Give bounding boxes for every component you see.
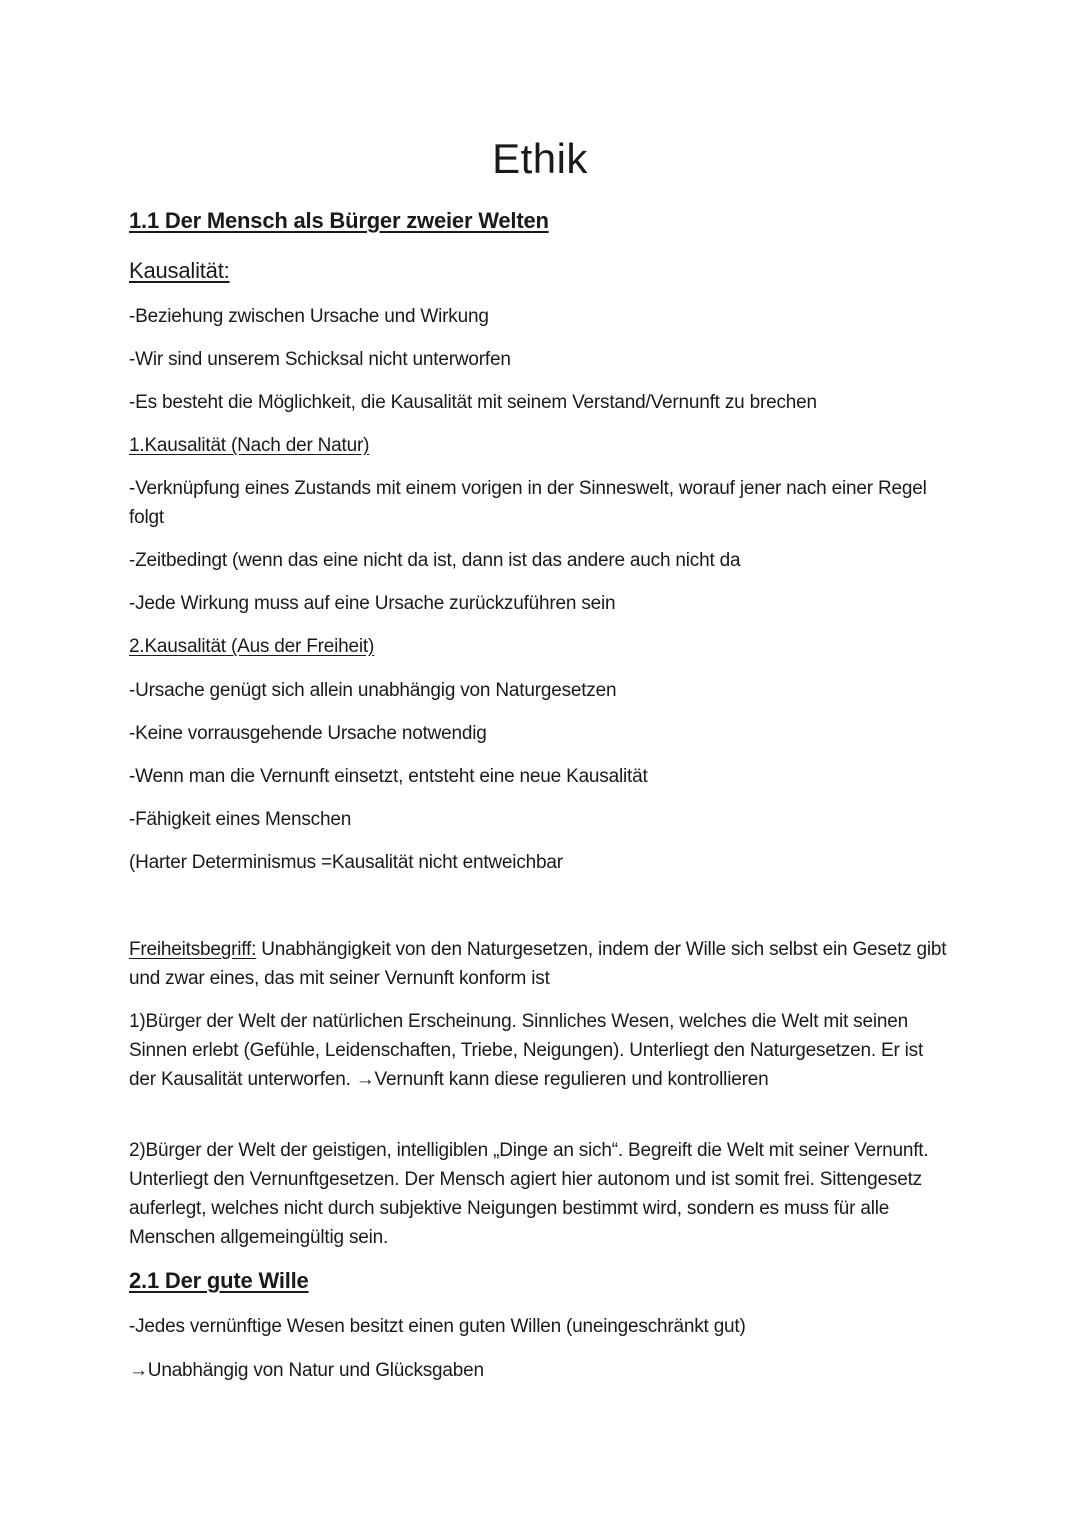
freiheitsbegriff-label: Freiheitsbegriff:: [129, 939, 257, 960]
list-item: -Jedes vernünftige Wesen besitzt einen guten Willen (uneingeschränkt gut): [129, 1316, 746, 1337]
list-item: -Keine vorrausgehende Ursache notwendig: [129, 723, 487, 744]
list-item: -Wir sind unserem Schicksal nicht unterworfen: [129, 349, 511, 370]
kausalitaet-natur-heading: 1.Kausalität (Nach der Natur): [129, 435, 370, 456]
freiheitsbegriff-text: Unabhängigkeit von den Naturgesetzen, indem der Wille sich selbst ein Gesetz gibt und zwar eines, das mit seiner Vernunft konform ist: [129, 939, 947, 989]
section-heading-2-1: 2.1 Der gute Wille: [129, 1268, 309, 1293]
freiheitsbegriff-paragraph: [129, 935, 949, 993]
list-item: -Wenn man die Vernunft einsetzt, entsteht eine neue Kausalität: [129, 766, 648, 787]
world-2-paragraph: 2)Bürger der Welt der geistigen, intelligiblen „Dinge an sich“. Begreift die Welt mit seiner Vernunft. Unterliegt den Vernunftgesetzen. Der Mensch agiert hier autonom und ist somit frei. Sittengesetz auferlegt, welches nicht durch subjektive Neigungen bestimmt wird, sondern es muss für alle Menschen allgemeingültig sein.: [129, 1140, 929, 1248]
world-1-paragraph: 1)Bürger der Welt der natürlichen Erscheinung. Sinnliches Wesen, welches die Welt mit seinen Sinnen erlebt (Gefühle, Leidenschaften, Triebe, Neigungen). Unterliegt den Naturgesetzen. Er ist der Kausalität unterworfen. →Vernunft kann diese regulieren und kontrollieren: [129, 1011, 924, 1090]
list-item: -Ursache genügt sich allein unabhängig von Naturgesetzen: [129, 680, 617, 701]
list-item: -Verknüpfung eines Zustands mit einem vorigen in der Sinneswelt, worauf jener nach einer Regel folgt: [129, 478, 927, 528]
kausalitaet-freiheit-heading: 2.Kausalität (Aus der Freiheit): [129, 636, 375, 657]
list-item: -Jede Wirkung muss auf eine Ursache zurückzuführen sein: [129, 593, 616, 614]
document-title: Ethik: [492, 135, 588, 182]
kausalitaet-heading: Kausalität:: [129, 258, 230, 283]
list-item: -Es besteht die Möglichkeit, die Kausalität mit seinem Verstand/Vernunft zu brechen: [129, 392, 817, 413]
list-item: -Zeitbedingt (wenn das eine nicht da ist, dann ist das andere auch nicht da: [129, 550, 741, 571]
section-heading-1-1: 1.1 Der Mensch als Bürger zweier Welten: [129, 208, 549, 233]
list-item: -Beziehung zwischen Ursache und Wirkung: [129, 306, 489, 327]
list-item: (Harter Determinismus =Kausalität nicht entweichbar: [129, 852, 563, 873]
list-item: -Fähigkeit eines Menschen: [129, 809, 352, 830]
list-item: →Unabhängig von Natur und Glücksgaben: [129, 1360, 484, 1381]
